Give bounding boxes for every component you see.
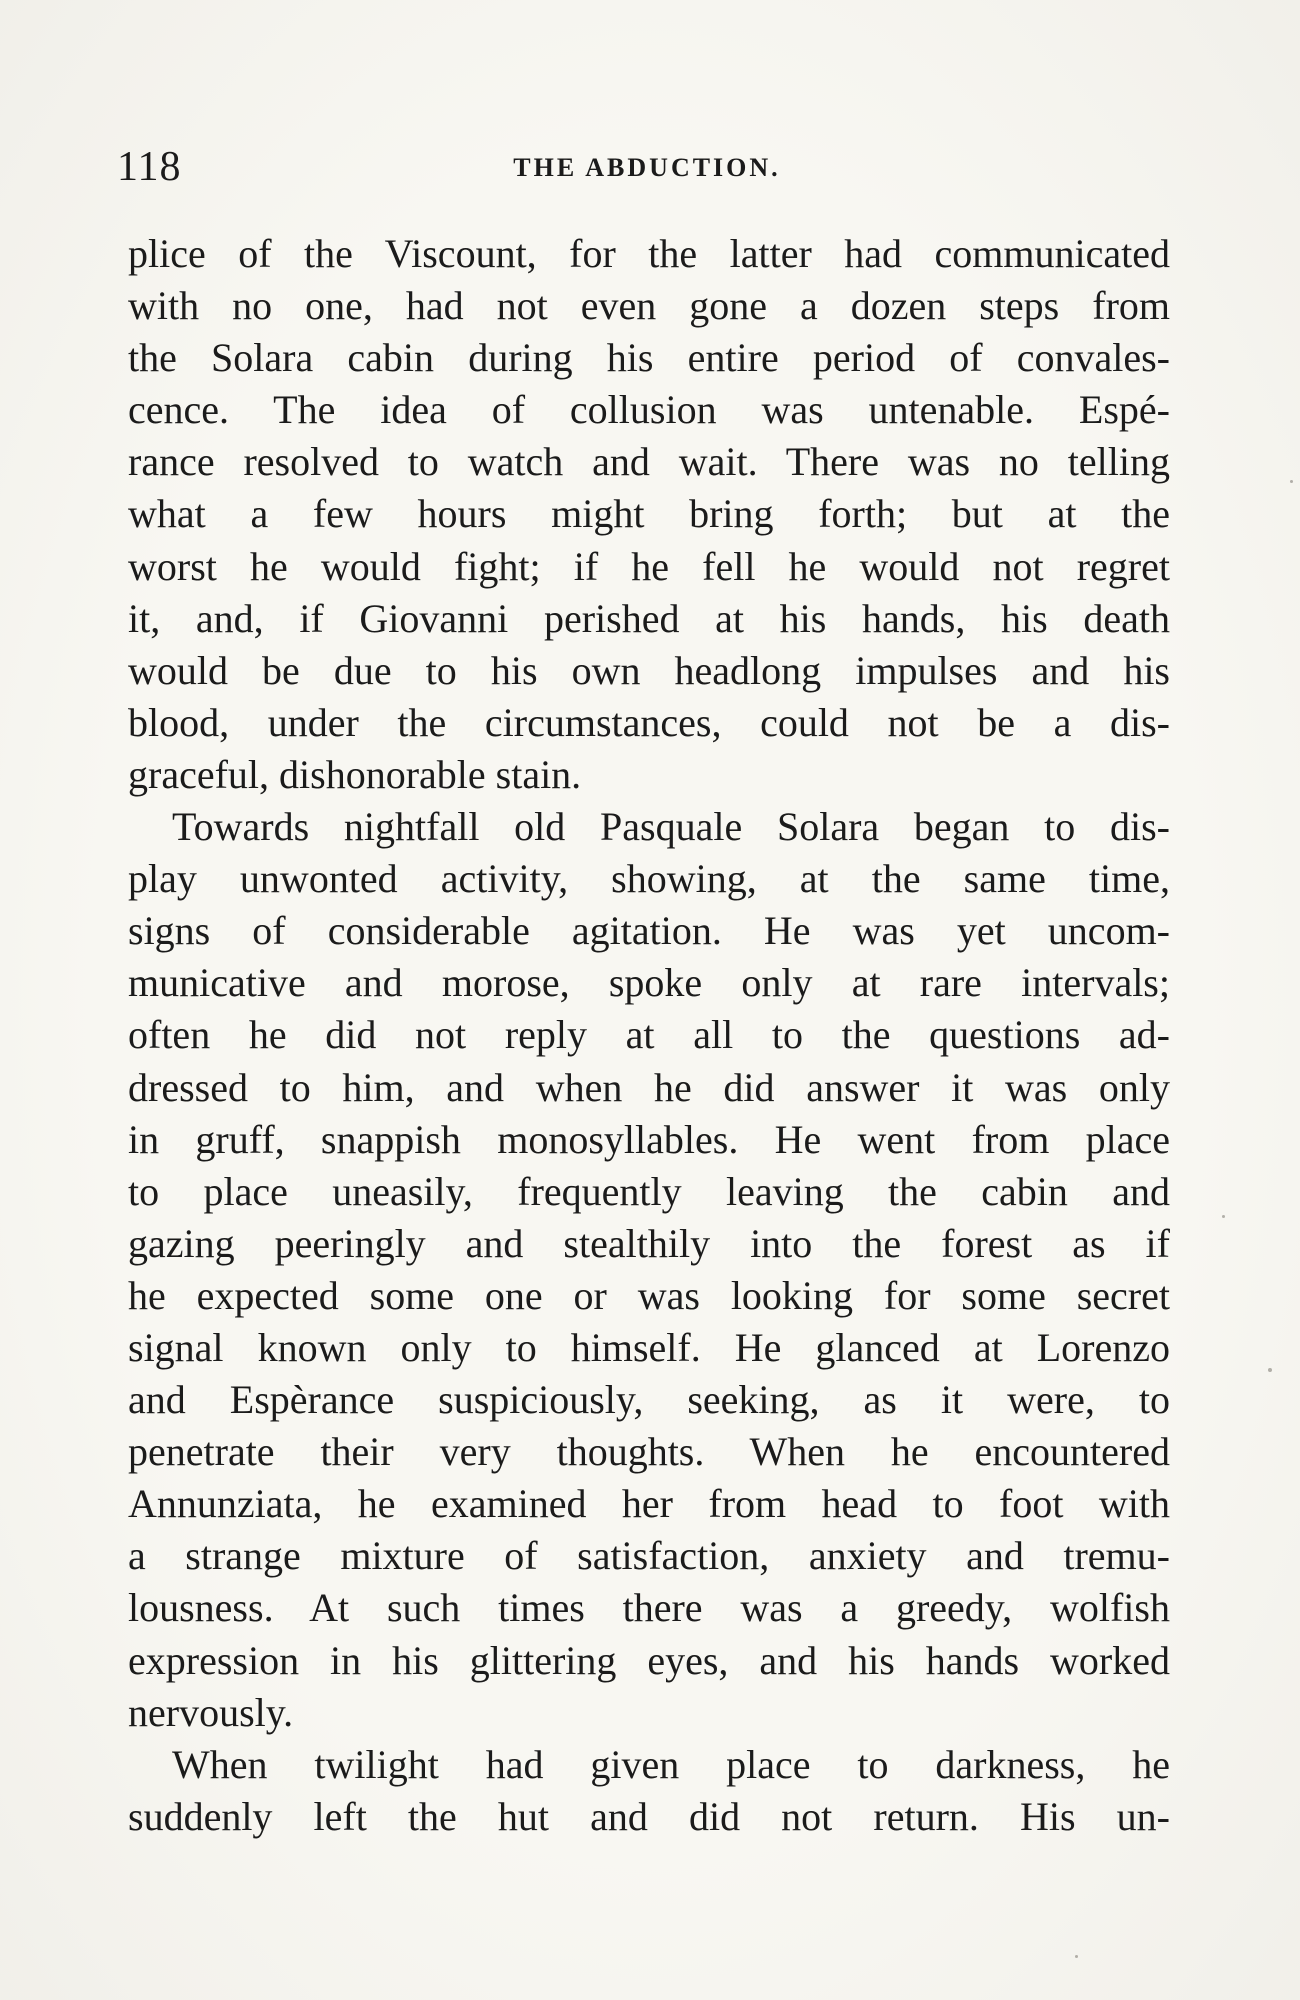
running-title: THE ABDUCTION. [513,153,781,182]
text-line: Annunziata, he examined her from head to foot with [128,1481,1170,1527]
text-line: When twilight had given place to darkness, he [172,1741,1170,1787]
text-line: often he did not reply at all to the questions ad- [128,1012,1170,1058]
text-line: and Espèrance suspiciously, seeking, as it were, to [128,1377,1170,1423]
text-line: blood, under the circumstances, could not be a dis- [128,699,1170,745]
text-line: would be due to his own headlong impulses and his [128,647,1170,693]
paragraph [128,228,1170,801]
text-line: lousness. At such times there was a greedy, wolfish [128,1585,1170,1631]
print-speck [1222,1215,1225,1218]
paragraph [128,801,1170,1739]
text-line: to place uneasily, frequently leaving the cabin and [128,1168,1170,1214]
text-line: with no one, had not even gone a dozen steps from [128,283,1170,329]
text-line: rance resolved to watch and wait. There was no telling [128,439,1170,485]
text-line: a strange mixture of satisfaction, anxiety and tremu- [128,1533,1170,1579]
text-line: in gruff, snappish monosyllables. He went from place [128,1116,1170,1162]
text-line: signal known only to himself. He glanced at Lorenzo [128,1324,1170,1370]
text-line: play unwonted activity, showing, at the same time, [128,856,1170,902]
text-line: Towards nightfall old Pasquale Solara began to dis- [172,804,1170,850]
text-line: graceful, dishonorable stain. [128,751,582,797]
text-line: municative and morose, spoke only at rare intervals; [128,960,1170,1006]
text-line: cence. The idea of collusion was untenable. Espé- [128,387,1170,433]
text-line: signs of considerable agitation. He was yet uncom- [128,908,1170,954]
text-line: the Solara cabin during his entire period of convales- [128,335,1170,381]
text-line: suddenly left the hut and did not return. His un- [128,1793,1170,1839]
text-line: penetrate their very thoughts. When he encountered [128,1429,1170,1475]
text-line: dressed to him, and when he did answer it was only [128,1064,1170,1110]
print-speck [1075,1955,1078,1958]
text-line: worst he would fight; if he fell he would not regret [128,543,1170,589]
text-line: gazing peeringly and stealthily into the forest as if [128,1220,1170,1266]
paragraph [128,1739,1170,1843]
print-speck [1268,1368,1272,1372]
print-speck [1290,480,1293,483]
text-line: plice of the Viscount, for the latter had communicated [128,231,1170,276]
text-line: what a few hours might bring forth; but at the [128,491,1170,537]
body-text [128,228,1170,1843]
text-line: he expected some one or was looking for some secret [128,1272,1170,1318]
page-header [117,142,1177,192]
page-number: 118 [117,144,182,190]
text-line: expression in his glittering eyes, and his hands worked [128,1637,1170,1683]
text-line: it, and, if Giovanni perished at his hands, his death [128,595,1170,641]
text-line: nervously. [128,1689,294,1735]
